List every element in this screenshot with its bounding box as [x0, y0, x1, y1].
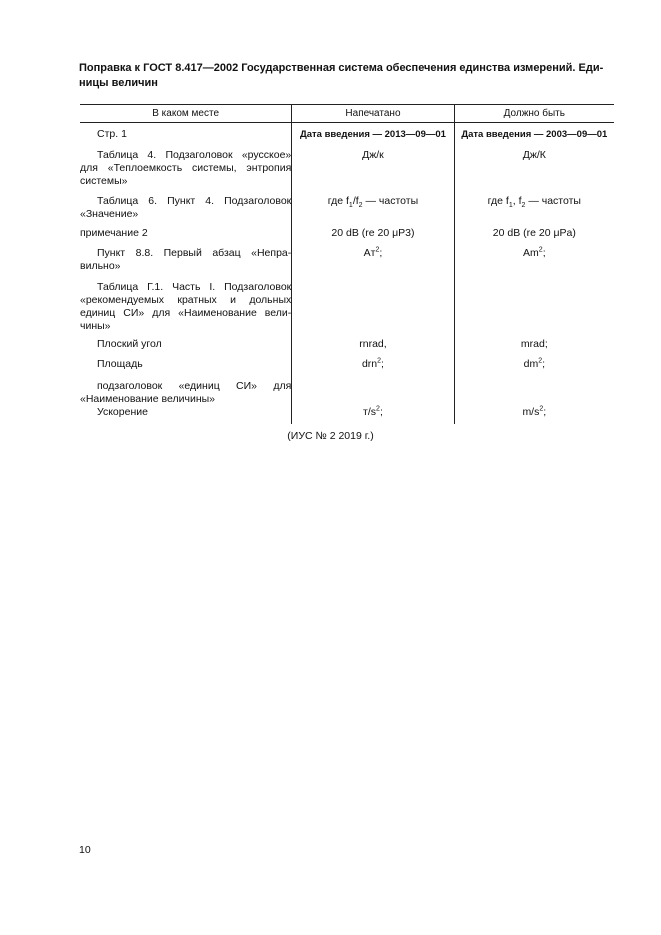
cell-where — [80, 406, 292, 424]
superscript: 2 — [376, 405, 380, 412]
superscript: 2 — [375, 246, 380, 253]
cell-where-text: Стр. 1 — [97, 128, 127, 140]
cell-should-be: mrad; — [520, 337, 548, 350]
cell-where — [80, 149, 292, 195]
cell-where-text: Пункт 8.8. Первый абзац «Непра-вильно» — [80, 246, 292, 272]
cell-where-text: Плоский угол — [97, 337, 162, 350]
superscript: 2 — [377, 357, 382, 364]
cell-where — [80, 195, 292, 227]
cell-should-be — [454, 247, 614, 281]
subscript: 1 — [508, 201, 513, 209]
unit-text: т/s — [363, 405, 377, 418]
unit-text: ; — [543, 405, 547, 418]
cell-where-text: Таблица 6. Пункт 4. Подзаголовок «Значение» — [80, 194, 292, 220]
unit-text: Am — [523, 246, 539, 259]
cell-printed: Дата введения — 2013—09—01 — [292, 123, 454, 149]
formula-part: где f — [327, 194, 349, 207]
table-row — [80, 227, 614, 247]
cell-should-be — [454, 358, 614, 380]
table-row — [80, 358, 614, 380]
superscript: 2 — [538, 357, 543, 364]
cell-printed — [292, 380, 454, 406]
cell-where-text: Таблица Г.1. Часть I. Подзаголовок «рекомендуемых кратных и дольных единиц СИ» для «Наименование вели-чины» — [80, 280, 292, 332]
subscript: 2 — [358, 201, 363, 209]
table-row — [80, 380, 614, 406]
unit-text: ; — [381, 357, 384, 370]
cell-where — [80, 281, 292, 338]
superscript: 2 — [538, 246, 543, 253]
cell-should-be — [454, 281, 614, 338]
cell-should-be — [454, 406, 614, 424]
cell-where-text: подзаголовок «единиц СИ» для «Наименование величины» — [80, 379, 292, 405]
publication-note: (ИУС № 2 2019 г.) — [287, 430, 374, 442]
unit-text: drn — [361, 357, 378, 370]
unit-text: ; — [379, 405, 383, 418]
unit-text: Aт — [363, 246, 376, 259]
title-line-2: ницы величин — [79, 77, 158, 89]
table-header-row — [80, 105, 614, 123]
unit-text: ; — [542, 357, 546, 370]
header-should-be: Должно быть — [454, 105, 614, 123]
cell-should-be: Дата введения — 2003—09—01 — [461, 129, 608, 140]
unit-text: dm — [523, 357, 539, 370]
cell-where-text: Ускорение — [97, 405, 148, 418]
table-row — [80, 195, 614, 227]
formula-part: — частоты — [525, 194, 581, 207]
unit-text: ; — [542, 246, 546, 259]
unit-text: ; — [379, 246, 383, 259]
title-line-1: Поправка к ГОСТ 8.417—2002 Государственная система обеспечения единства измерений. Еди- — [79, 62, 604, 74]
cell-printed — [292, 406, 454, 424]
formula-part: , f — [512, 194, 522, 207]
table-row — [80, 247, 614, 281]
subscript: 1 — [348, 201, 353, 209]
document-title — [79, 61, 615, 91]
unit-text: m/s — [522, 405, 540, 418]
table-row — [80, 123, 614, 149]
table-row — [80, 406, 614, 424]
cell-printed — [292, 247, 454, 281]
cell-should-be: Дж/К — [522, 148, 546, 161]
cell-where — [80, 380, 292, 406]
formula-part: — частоты — [362, 194, 419, 207]
cell-where — [80, 123, 292, 149]
formula-part: где f — [487, 194, 509, 207]
formula-part: /f — [352, 194, 359, 207]
page-number: 10 — [79, 844, 91, 856]
cell-where — [80, 338, 292, 358]
cell-where: примечание 2 — [80, 227, 292, 247]
cell-should-be — [454, 380, 614, 406]
table-row — [80, 281, 614, 338]
subscript: 2 — [521, 201, 526, 209]
cell-printed — [292, 195, 454, 227]
corrections-table — [80, 104, 614, 424]
cell-where-text: Площадь — [97, 357, 143, 370]
cell-should-be — [454, 195, 614, 227]
superscript: 2 — [539, 405, 544, 412]
header-where: В каком месте — [80, 105, 292, 123]
cell-should-be: 20 dB (re 20 μPa) — [492, 226, 576, 239]
cell-printed: 20 dB (re 20 μP3) — [292, 227, 454, 247]
cell-where — [80, 247, 292, 281]
header-printed: Напечатано — [292, 105, 454, 123]
cell-where — [80, 358, 292, 380]
cell-printed: rnrad, — [292, 338, 454, 358]
table-row — [80, 149, 614, 195]
cell-printed — [292, 358, 454, 380]
cell-printed: Дж/к — [292, 149, 454, 195]
cell-where-text: Таблица 4. Подзаголовок «русское» для «Теплоемкость системы, энтропия системы» — [80, 148, 292, 187]
cell-printed — [292, 281, 454, 338]
table-row — [80, 338, 614, 358]
